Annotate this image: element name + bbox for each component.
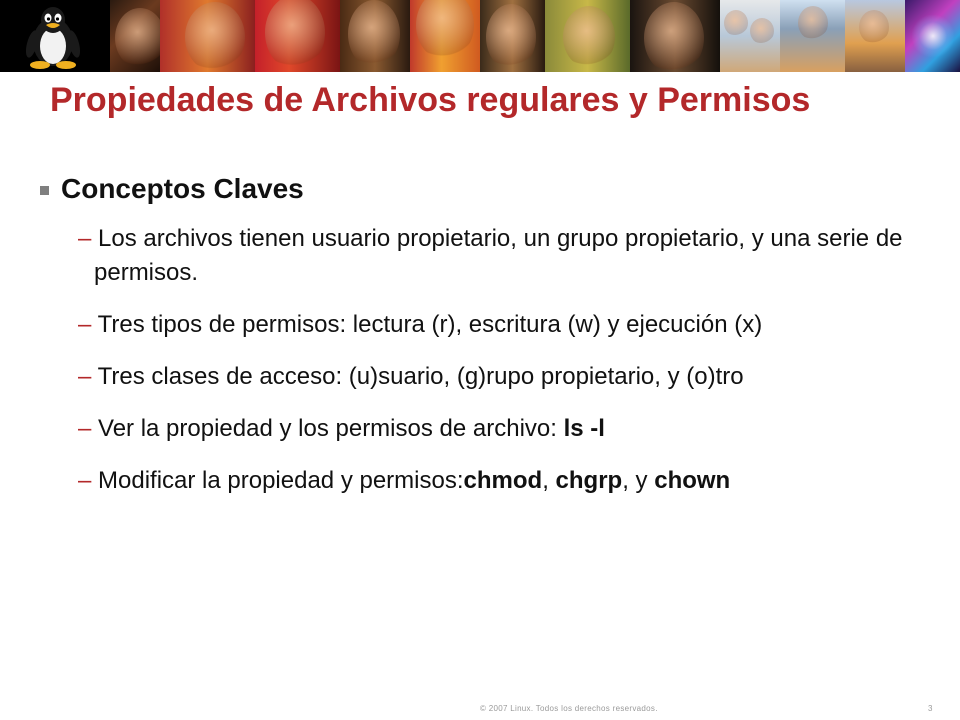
command-ls: ls -l [563,415,605,442]
sub-bullet-list [78,222,928,516]
list-item [78,308,928,342]
dash-marker: – [78,363,98,390]
dash-marker: – [78,415,99,442]
header-banner [0,0,960,72]
bullet-text: Conceptos Claves [61,173,304,204]
dash-marker: – [78,225,99,252]
banner-photo [255,0,340,72]
dash-marker: – [78,311,98,338]
dash-marker: – [78,467,99,494]
copyright-text: © 2007 Linux. Todos los derechos reservados. [480,704,658,713]
bullet-concepts [40,172,304,206]
list-item-text: Tres tipos de permisos: lectura (r), escritura (w) y ejecución (x) [97,311,763,338]
command-chmod: chmod [463,467,543,494]
list-item-text: Los archivos tienen usuario propietario, un grupo propietario, y una serie de permisos. [94,225,903,286]
banner-photo [340,0,410,72]
tux-logo-panel [0,0,110,72]
banner-photo [780,0,845,72]
page-number: 3 [928,704,933,713]
list-item [78,222,928,290]
banner-photo [110,0,160,72]
square-bullet-icon [40,186,49,195]
banner-photo [160,0,255,72]
list-item-text: Ver la propiedad y los permisos de archivo: [98,415,564,442]
separator-text: , y [622,467,655,494]
list-item-text: Modificar la propiedad y permisos: [98,467,464,494]
banner-photo [410,0,480,72]
banner-photo [905,0,960,72]
list-item [78,360,928,394]
list-item [78,464,928,498]
command-chown: chown [654,467,731,494]
banner-photo [545,0,630,72]
banner-photo [845,0,905,72]
slide-title: Propiedades de Archivos regulares y Permisos [50,81,811,119]
separator-text: , [542,467,556,494]
banner-photo [720,0,780,72]
list-item [78,412,928,446]
banner-photo [630,0,720,72]
command-chgrp: chgrp [555,467,623,494]
tux-penguin-icon [18,4,88,70]
banner-photo [480,0,545,72]
list-item-text: Tres clases de acceso: (u)suario, (g)rupo propietario, y (o)tro [97,363,744,390]
